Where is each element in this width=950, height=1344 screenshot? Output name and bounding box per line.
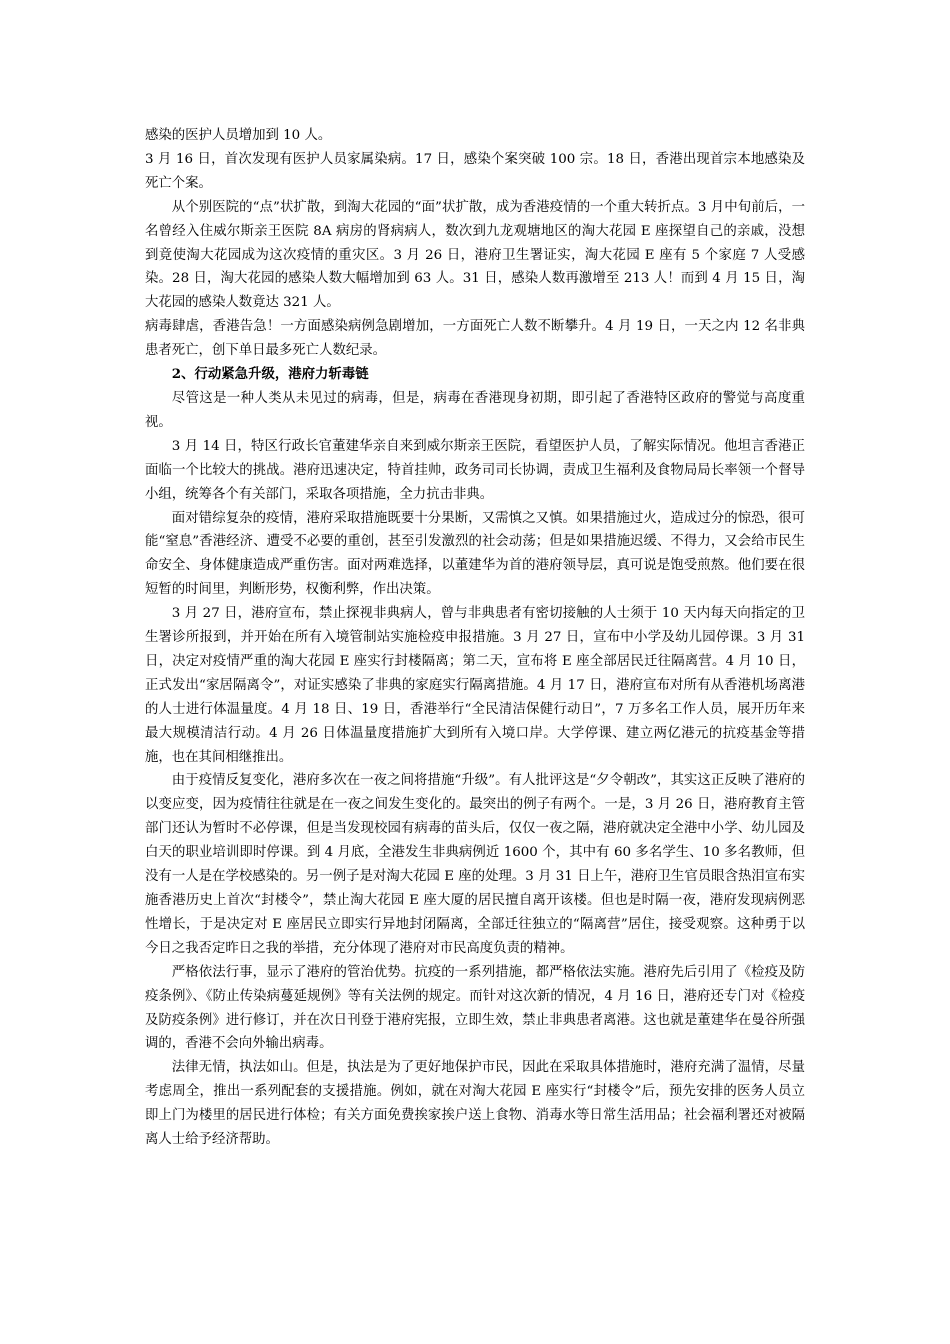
paragraph-11: 法律无情，执法如山。但是，执法是为了更好地保护市民，因此在采取具体措施时，港府充满了温情，尽量考虑周全，推出一系列配套的支援措施。例如，就在对淘大花园 E 座实行“封楼令”后，预先安排的医务人员立即上门为楼里的居民进行体检；有关方面免费挨家挨户送上食物、消毒水等日常生活用品；社会福利署还对被隔离人士给予经济帮助。	[145, 1060, 805, 1148]
document-page	[145, 124, 805, 1152]
paragraph-6: 3 月 14 日，特区行政长官董建华亲自来到威尔斯亲王医院，看望医护人员，了解实际情况。他坦言香港正面临一个比较大的挑战。港府迅速决定，特首挂帅，政务司司长协调，责成卫生福利及食物局局长率领一个督导小组，统筹各个有关部门，采取各项措施，全力抗击非典。	[145, 438, 805, 502]
paragraph-7: 面对错综复杂的疫情，港府采取措施既要十分果断，又需慎之又慎。如果措施过火，造成过分的惊恐，很可能“窒息”香港经济、遭受不必要的重创，甚至引发激烈的社会动荡；但是如果措施迟缓、不得力，又会给市民生命安全、身体健康造成严重伤害。面对两难选择，以董建华为首的港府领导层，真可说是饱受煎熬。他们要在很短暂的时间里，判断形势，权衡利弊，作出决策。	[145, 510, 805, 598]
section-heading: 2、行动紧急升级，港府力斩毒链	[171, 366, 369, 383]
paragraph-4: 病毒肆虐，香港告急！一方面感染病例急剧增加，一方面死亡人数不断攀升。4 月 19 日，一天之内 12 名非典患者死亡，创下单日最多死亡人数纪录。	[145, 319, 805, 359]
paragraph-9: 由于疫情反复变化，港府多次在一夜之间将措施“升级”。有人批评这是“夕令朝改”，其实这正反映了港府的以变应变，因为疫情往往就是在一夜之间发生变化的。最突出的例子有两个。一是，3 月 26 日，港府教育主管部门还认为暂时不必停课，但是当发现校园有病毒的苗头后，仅仅一夜之隔，港府就决定全港中小学、幼儿园及白天的职业培训即时停课。到 4 月底，全港发生非典病例近 1600 个，其中有 60 多名学生、10 多名教师，但没有一人是在学校感染的。另一例子是对淘大花园 E 座的处理。3 月 31 日上午，港府卫生官员眼含热泪宣布实施香港历史上首次“封楼令”，禁止淘大花园 E 座大厦的居民擅自离开该楼。但也是时隔一夜，港府发现病例恶性增长，于是决定对 E 座居民立即实行异地封闭隔离，全部迁往独立的“隔离营”居住，接受观察。这种勇于以今日之我否定昨日之我的举措，充分体现了港府对市民高度负责的精神。	[145, 773, 805, 956]
paragraph-2: 3 月 16 日，首次发现有医护人员家属染病。17 日，感染个案突破 100 宗。18 日，香港出现首宗本地感染及死亡个案。	[145, 151, 805, 191]
paragraph-8: 3 月 27 日，港府宣布，禁止探视非典病人，曾与非典患者有密切接触的人士须于 10 天内每天向指定的卫生署诊所报到，并开始在所有入境管制站实施检疫申报措施。3 月 27 日，宣布中小学及幼儿园停课。3 月 31 日，决定对疫情严重的淘大花园 E 座实行封楼隔离；第二天，宣布将 E 座全部居民迁往隔离营。4 月 10 日，正式发出“家居隔离令”，对证实感染了非典的家庭实行隔离措施。4 月 17 日，港府宣布对所有从香港机场离港的人士进行体温量度。4 月 18 日、19 日，香港举行“全民清洁保健行动日”，7 万多名工作人员，展开历年来最大规模清洁行动。4 月 26 日体温量度措施扩大到所有入境口岸。大学停课、建立两亿港元的抗疫基金等措施，也在其间相继推出。	[145, 606, 805, 765]
paragraph-3: 从个别医院的“点”状扩散，到淘大花园的“面”状扩散，成为香港疫情的一个重大转折点。3 月中旬前后，一名曾经入住威尔斯亲王医院 8A 病房的肾病病人，数次到九龙观塘地区的淘大花园 E 座探望自己的亲戚，没想到竟使淘大花园成为这次疫情的重灾区。3 月 26 日，港府卫生署证实，淘大花园 E 座有 5 个家庭 7 人受感染。28 日，淘大花园的感染人数大幅增加到 63 人。31 日，感染人数再激增至 213 人！而到 4 月 15 日，淘大花园的感染人数竟达 321 人。	[145, 199, 805, 311]
paragraph-1: 感染的医护人员增加到 10 人。	[145, 128, 332, 143]
paragraph-10: 严格依法行事，显示了港府的管治优势。抗疫的一系列措施，都严格依法实施。港府先后引用了《检疫及防疫条例》、《防止传染病蔓延规例》等有关法例的规定。而针对这次新的情况，4 月 16 日，港府还专门对《检疫及防疫条例》进行修订，并在次日刊登于港府宪报，立即生效，禁止非典患者离港。这也就是董建华在曼谷所强调的，香港不会向外输出病毒。	[145, 964, 805, 1052]
paragraph-5: 尽管这是一种人类从未见过的病毒，但是，病毒在香港现身初期，即引起了香港特区政府的警觉与高度重视。	[145, 390, 805, 430]
